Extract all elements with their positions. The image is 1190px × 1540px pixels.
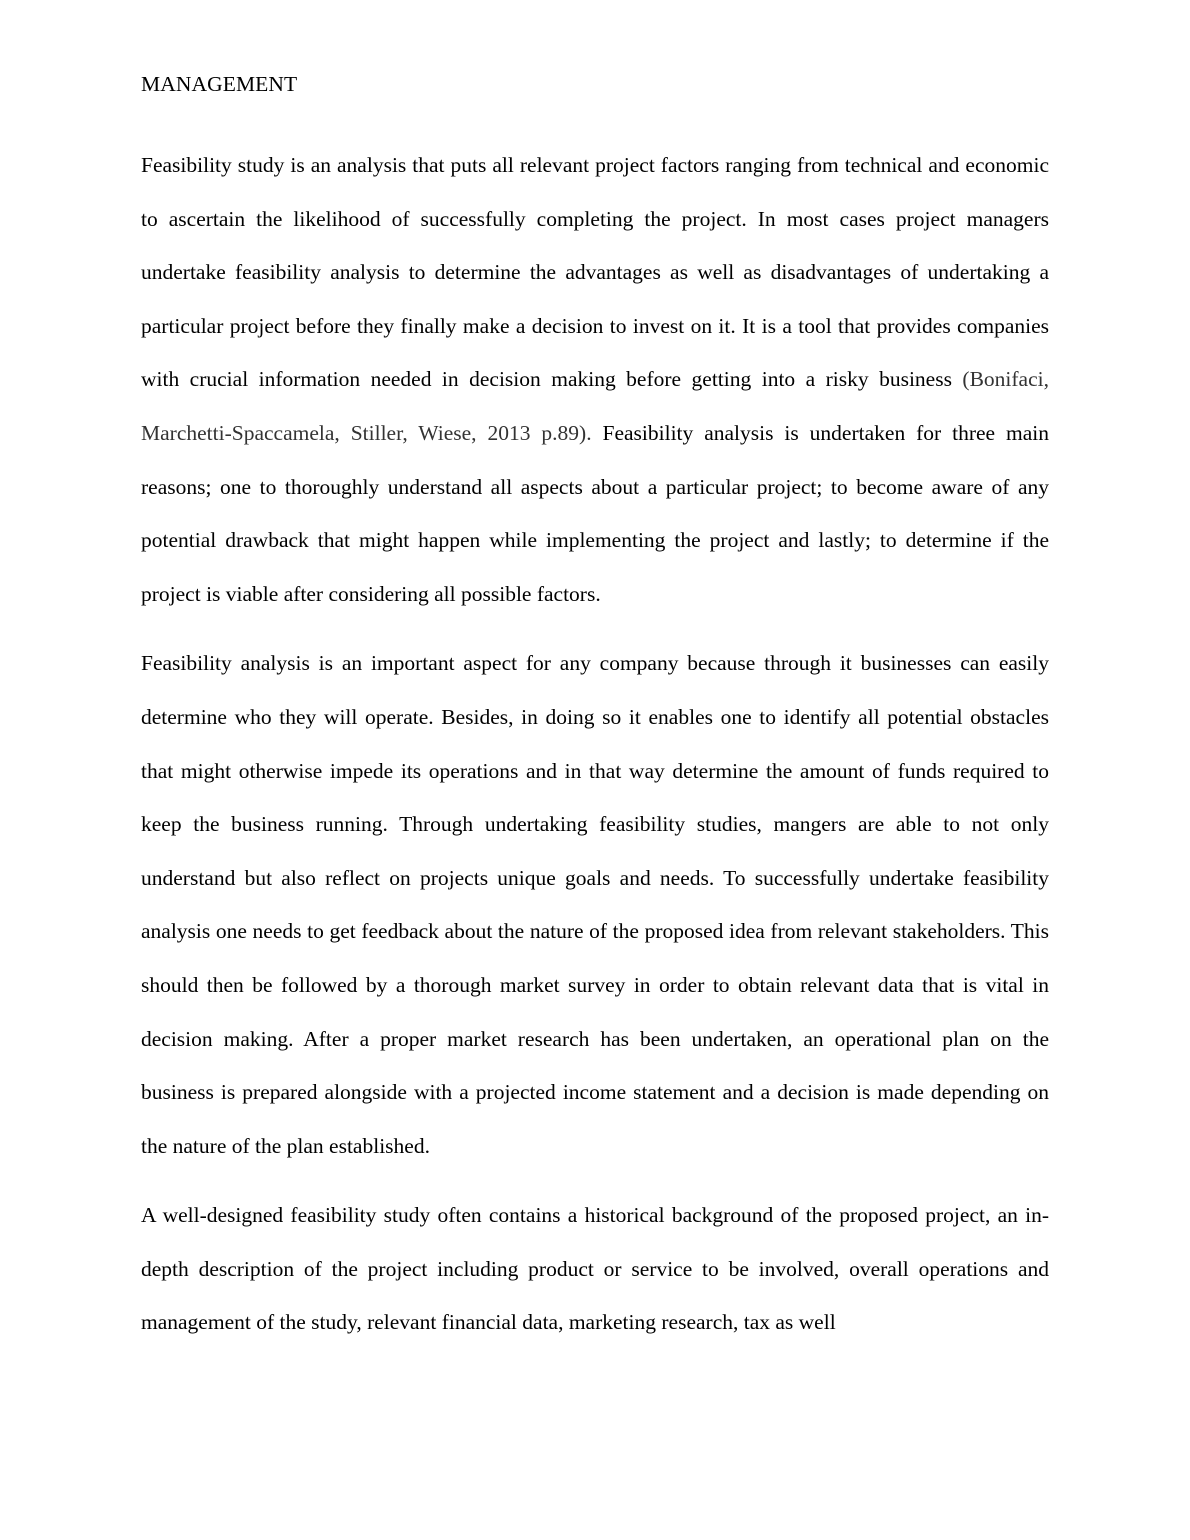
document-body — [141, 139, 1049, 1366]
paragraph-1-text-a: Feasibility study is an analysis that puts all relevant project factors ranging from technical and economic to ascertain the likelihood of successfully completing the project. In most cases project managers undertake feasibility analysis to determine the advantages as well as disadvantages of undertaking a particular project before they finally make a decision to invest on it. It is a tool that provides companies with crucial information needed in decision making before getting into a risky business — [141, 153, 1049, 392]
paragraph-1-text-b: Feasibility analysis is undertaken for three main reasons; one to thoroughly understand all aspects about a particular project; to become aware of any potential drawback that might happen while implementing the project and lastly; to determine if the project is viable after considering all possible factors. — [141, 420, 1050, 606]
paragraph-3: A well-designed feasibility study often contains a historical background of the proposed project, an in-depth description of the project including product or service to be involved, overall operations and management of the study, relevant financial data, marketing research, tax as well — [141, 1203, 1049, 1335]
running-head: MANAGEMENT — [141, 72, 298, 96]
citation: (Bonifaci, Marchetti-Spaccamela, Stiller, Wiese, 2013 p.89). — [141, 367, 1049, 445]
paragraph-1 — [141, 139, 1049, 621]
paragraph-2: Feasibility analysis is an important aspect for any company because through it businesses can easily determine who they will operate. Besides, in doing so it enables one to identify all potential obstacles that might otherwise impede its operations and in that way determine the amount of funds required to keep the business running. Through undertaking feasibility studies, mangers are able to not only understand but also reflect on projects unique goals and needs. To successfully undertake feasibility analysis one needs to get feedback about the nature of the proposed idea from relevant stakeholders. This should then be followed by a thorough market survey in order to obtain relevant data that is vital in decision making. After a proper market research has been undertaken, an operational plan on the business is prepared alongside with a projected income statement and a decision is made depending on the nature of the plan established. — [141, 651, 1049, 1158]
